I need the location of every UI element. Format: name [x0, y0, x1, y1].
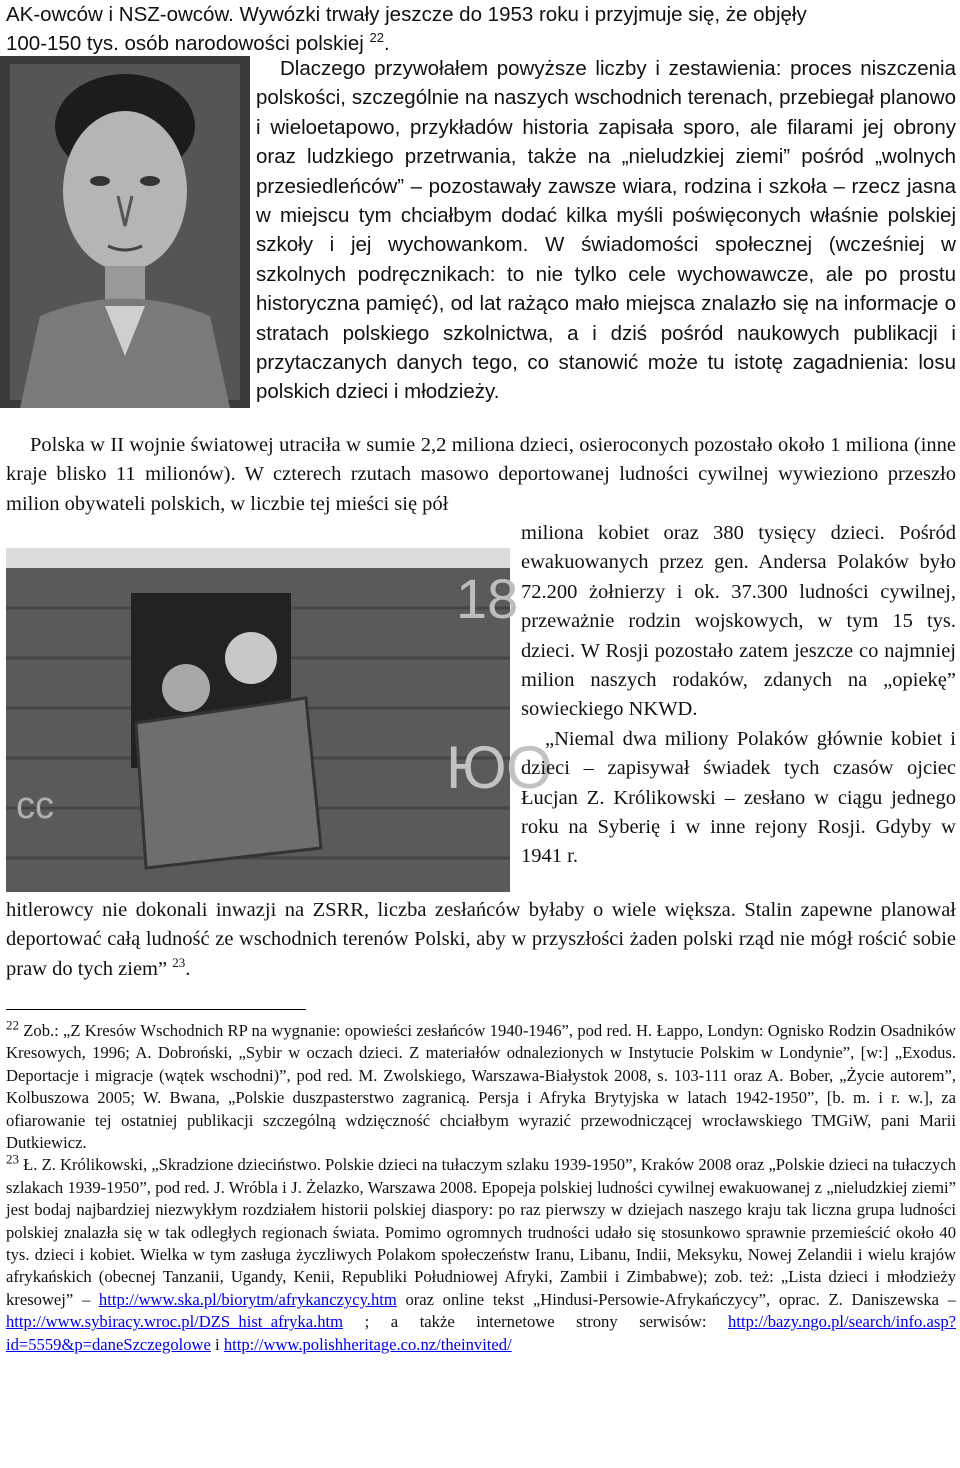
- top-text: [6, 0, 956, 58]
- link-ska-afrykanczycy[interactable]: http://www.ska.pl/biorytm/afrykanczycy.htm: [98, 1289, 397, 1309]
- top-line-2: 100-150 tys. osób narodowości polskiej $^{22}$.: [6, 30, 390, 55]
- evacuation-paragraph: miliona kobiet oraz 380 tysięcy dzieci. Pośród ewakuowanych przez gen. Andersa Polaków było 72.200 żołnierzy i ok. 37.300 ludności cywilnej, przeważnie rodzin wojskowych, w tym 15 tys. dzieci. W Rosji pozostało zatem jeszcze co najmniej milion naszych rodaków, zdanych na „opiekę” sowieckiego NKWD.: [521, 522, 956, 721]
- footnote-number-22: 22: [6, 1017, 19, 1033]
- statistics-paragraph: Polska w II wojnie światowej utraciła w sumie 2,2 miliona dzieci, osieroconych pozostało około 1 miliona (inne kraje blisko 11 milionów). W czterech rzutach masowo deportowanej ludności cywilnej wywieziono przeszło milion obywateli polskich, w liczbie tej mieści się pół: [6, 434, 956, 515]
- stalin-paragraph: hitlerowcy nie dokonali inwazji na ZSRR, liczba zesłańców byłaby o wiele większa. Stalin zapewne planował deportować całą ludność ze wschodnich terenów Polski, aby w przyszłości żaden polski rząd nie mógł rościć sobie praw do tych ziem” $^{23}$.: [6, 899, 956, 980]
- footnotes: [6, 1017, 956, 1356]
- portrait-image-icon: [0, 56, 250, 408]
- footnote-ref-22[interactable]: 22: [369, 30, 384, 46]
- footnote-23: $^{23}$ Ł. Z. Królikowski, „Skradzione dzieciństwo. Polskie dzieci na tułaczym szlaku 1939-1950”, Kraków 2008 oraz „Polskie dzieci na tułaczych szlakach 1939-1950”, pod red. J. Wróbla i J. Żelazko, Warszawa 2008. Epopeja polskiej ludności cywilnej ewakuowanej z „nieludzkiej ziemi” jest bodaj najbardziej niezwykłym rozdziałem historii polskiej diaspory: po raz pierwszy w dziejach naszego kraju tak liczna grupa ludności polskiej znalazła się w tak odległych regionach świata. Pomimo ogromnych trudności udało się stosunkowo sprawnie przemieścić około 40 tys. dzieci i kobiet. Wielka w tym zasługa życzliwych Polakom społeczeństw Iranu, Libanu, Indii, Meksyku, Nowej Zelandii i wielu krajów afrykańskich (obecnej Tanzanii, Ugandy, Kenii, Republiki Południowej Afryki, Zambii i Zimbabwe); zob. też: „Lista dzieci i młodzieży kresowej” – http://www.ska.pl/biorytm/afrykanczycy.htm oraz online tekst „Hindusi-Persowie-Afrykańczycy”, oprac. Z. Daniszewska – http://www.sybiracy.wroc.pl/DZS_hist_afryka.htm ; a także internetowe strony serwisów: http://bazy.ngo.pl/search/info.asp?id=5559&p=daneSzczegolowe i http://www.polishheritage.co.nz/theinvited/: [6, 1151, 956, 1354]
- svg-text:ЮО: ЮО: [446, 734, 553, 801]
- link-bazy-ngo[interactable]: http://bazy.ngo.pl/search/info.asp?id=5559&p=daneSzczegolowe: [6, 1312, 956, 1354]
- train-wagon-image-icon: [6, 548, 553, 892]
- svg-text:cc: cc: [16, 785, 54, 827]
- intro-column: [256, 54, 956, 407]
- evacuation-column: [521, 519, 956, 872]
- svg-text:18: 18: [456, 567, 519, 630]
- top-line-1: AK-owców i NSZ-owców. Wywózki trwały jeszcze do 1953 roku i przyjmuje się, że objęły: [6, 3, 807, 26]
- footnote-divider: [6, 1009, 306, 1010]
- witness-quote: „Niemal dwa miliony Polaków głównie kobiet i dzieci – zapisywał świadek tych czasów ojciec Łucjan Z. Królikowski – zesłano w ciągu jednego roku na Syberię i w inne rejony Rosji. Gdyby w 1941 r.: [521, 727, 956, 868]
- intro-paragraph: Dlaczego przywołałem powyższe liczby i zestawienia: proces niszczenia polskości, szczególnie na naszych wschodnich terenach, przebiegał planowo i wieloetapowo, przykładów historia zapisała sporo, ale filarami jej obrony oraz ludzkiego przetrwania, także na „nieludzkiej ziemi” pośród „wolnych przesiedleńców” – pozostawały zawsze wiara, rodzina i szkoła – rzecz jasna w miejscu tym chciałbym dodać kilka myśli poświęconych właśnie polskiej szkoły i jej wychowankom. W świadomości społecznej (wcześniej w szkolnych podręcznikach: to nie tylko cele wychowawcze, ale po prostu historyczna pamięć), od lat rażąco mało miejsca znalazło się na informacje o stratach polskiego szkolnictwa, a i dziś pośród naukowych publikacji i przytaczanych danych tego, co stanowić może tu istotę zagadnienia: losu polskich dzieci i młodzieży.: [256, 57, 956, 404]
- footnote-number-23: 23: [6, 1151, 19, 1167]
- footnote-ref-23[interactable]: 23: [172, 954, 186, 970]
- portrait-photo: [0, 56, 250, 408]
- link-polishheritage[interactable]: http://www.polishheritage.co.nz/theinvited/: [223, 1334, 512, 1354]
- deportation-train-photo: [6, 548, 553, 892]
- link-sybiracy-afryka[interactable]: http://www.sybiracy.wroc.pl/DZS_hist_afryka.htm: [6, 1312, 344, 1332]
- footnote-22: $^{22}$ Zob.: „Z Kresów Wschodnich RP na wygnanie: opowieści zesłańców 1940-1946”, pod red. H. Łappo, Londyn: Ognisko Rodzin Osadników Kresowych, 1996; A. Dobroński, „Sybir w oczach dzieci. Z materiałów odnalezionych w Instytucie Polskim w Londynie”, [w:] „Exodus. Deportacje i migracje (wątek wschodni)”, pod red. M. Zwolskiego, Warszawa-Białystok 2008, s. 103-111 oraz A. Bober, „Życie autorem”, Kolbuszowa 2005; W. Bwana, „Polskie duszpasterstwo zagranicą. Persja i Afryka Brytyjska w latach 1942-1950”, [b. m. i r. w.], za ofiarowanie tej ostatniej publikacji szczególną wdzięczność chciałbym wyrazić przewodniczącej wrocławskiego TMGiW, pani Marii Dutkiewicz.: [6, 1017, 956, 1153]
